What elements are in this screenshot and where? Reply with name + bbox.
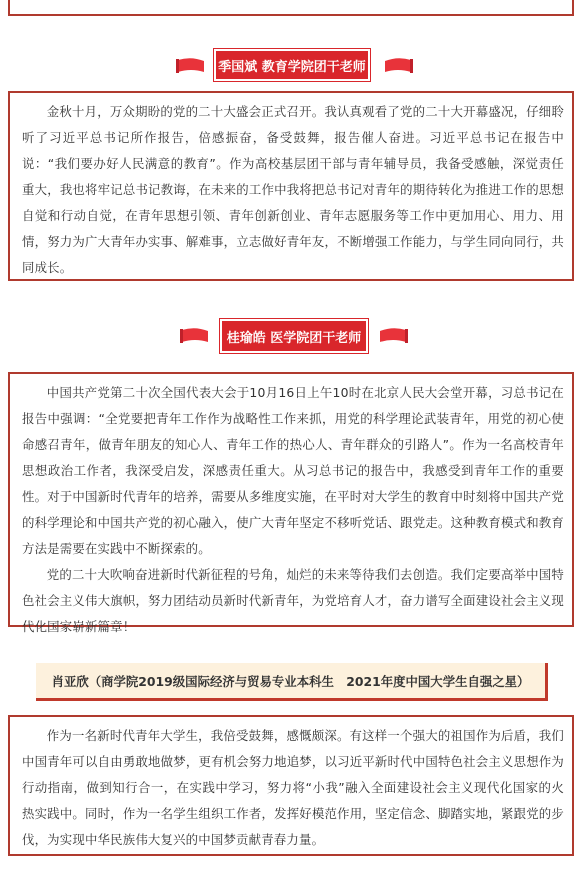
- previous-content-box: [8, 0, 574, 16]
- author-banner-1: [214, 49, 370, 81]
- statement-paragraph: 中国共产党第二十次全国代表大会于10月16日上午10时在北京人民大会堂开幕，习总书记在报告中强调：“全党要把青年工作作为战略性工作来抓，用党的科学理论武装青年，用党的初心使命感召青年，做青年朋友的知心人、青年工作的热心人、青年群众的引路人”。作为一名高校青年思想政治工作者，我深受启发，深感责任重大。从习总书记的报告中，我感受到青年工作的重要性。对于中国新时代青年的培养，需要从多维度实施，在平时对大学生的教育中时刻将中国共产党的科学理论和中国共产党的初心融入，使广大青年坚定不移听党话、跟党走。这种教育模式和教育方法是需要在实践中不断探索的。: [22, 385, 564, 556]
- flag-icon: [180, 327, 210, 345]
- author-banner-3: [36, 663, 548, 701]
- author-name-3: 肖亚欣（商学院2019级国际经济与贸易专业本科生 2021年度中国大学生自强之星）: [51, 673, 530, 689]
- flag-icon: [378, 327, 408, 345]
- author-name-1: 季国斌 教育学院团干老师: [218, 59, 366, 75]
- statement-box-2: [8, 372, 574, 634]
- flag-icon: [176, 57, 206, 75]
- statement-paragraph: 金秋十月，万众期盼的党的二十大盛会正式召开。我认真观看了党的二十大开幕盛况，仔细聆听了习近平总书记所作报告，倍感振奋，备受鼓舞，报告催人奋进。习近平总书记在报告中说：“我们要办好人民满意的教育”。作为高校基层团干部与青年辅导员，我备受感触，深觉责任重大，我也将牢记总书记教诲，在未来的工作中我将把总书记对青年的期待转化为推进工作的思想自觉和行动自觉，在青年思想引领、青年创新创业、青年志愿服务等工作中更加用心、用力、用情，努力为广大青年办实事、解难事，立志做好青年友，不断增强工作能力，与学生同向同行，共同成长。: [22, 104, 564, 275]
- statement-paragraph: 作为一名新时代青年大学生，我倍受鼓舞，感慨颇深。有这样一个强大的祖国作为后盾，我们中国青年可以自由勇敢地做梦，更有机会努力地追梦，以习近平新时代中国特色社会主义思想作为行动指南，做到知行合一，在实践中学习，努力将“小我”融入全面建设社会主义现代化国家的火热实践中。同时，作为一名学生组织工作者，发挥好模范作用，坚定信念、脚踏实地，紧跟党的步伐，为实现中华民族伟大复兴的中国梦贡献青春力量。: [22, 728, 564, 847]
- statement-paragraph: 党的二十大吹响奋进新时代新征程的号角，灿烂的未来等待我们去创造。我们定要高举中国特色社会主义伟大旗帜，努力团结动员新时代新青年，为党培育人才，奋力谱写全面建设社会主义现代化国家崭新篇章！: [22, 567, 564, 634]
- author-banner-2: [220, 319, 368, 353]
- statement-box-3: [8, 715, 574, 856]
- author-name-2: 桂瑜皓 医学院团干老师: [226, 330, 362, 346]
- flag-icon: [383, 57, 413, 75]
- statement-box-1: [8, 91, 574, 281]
